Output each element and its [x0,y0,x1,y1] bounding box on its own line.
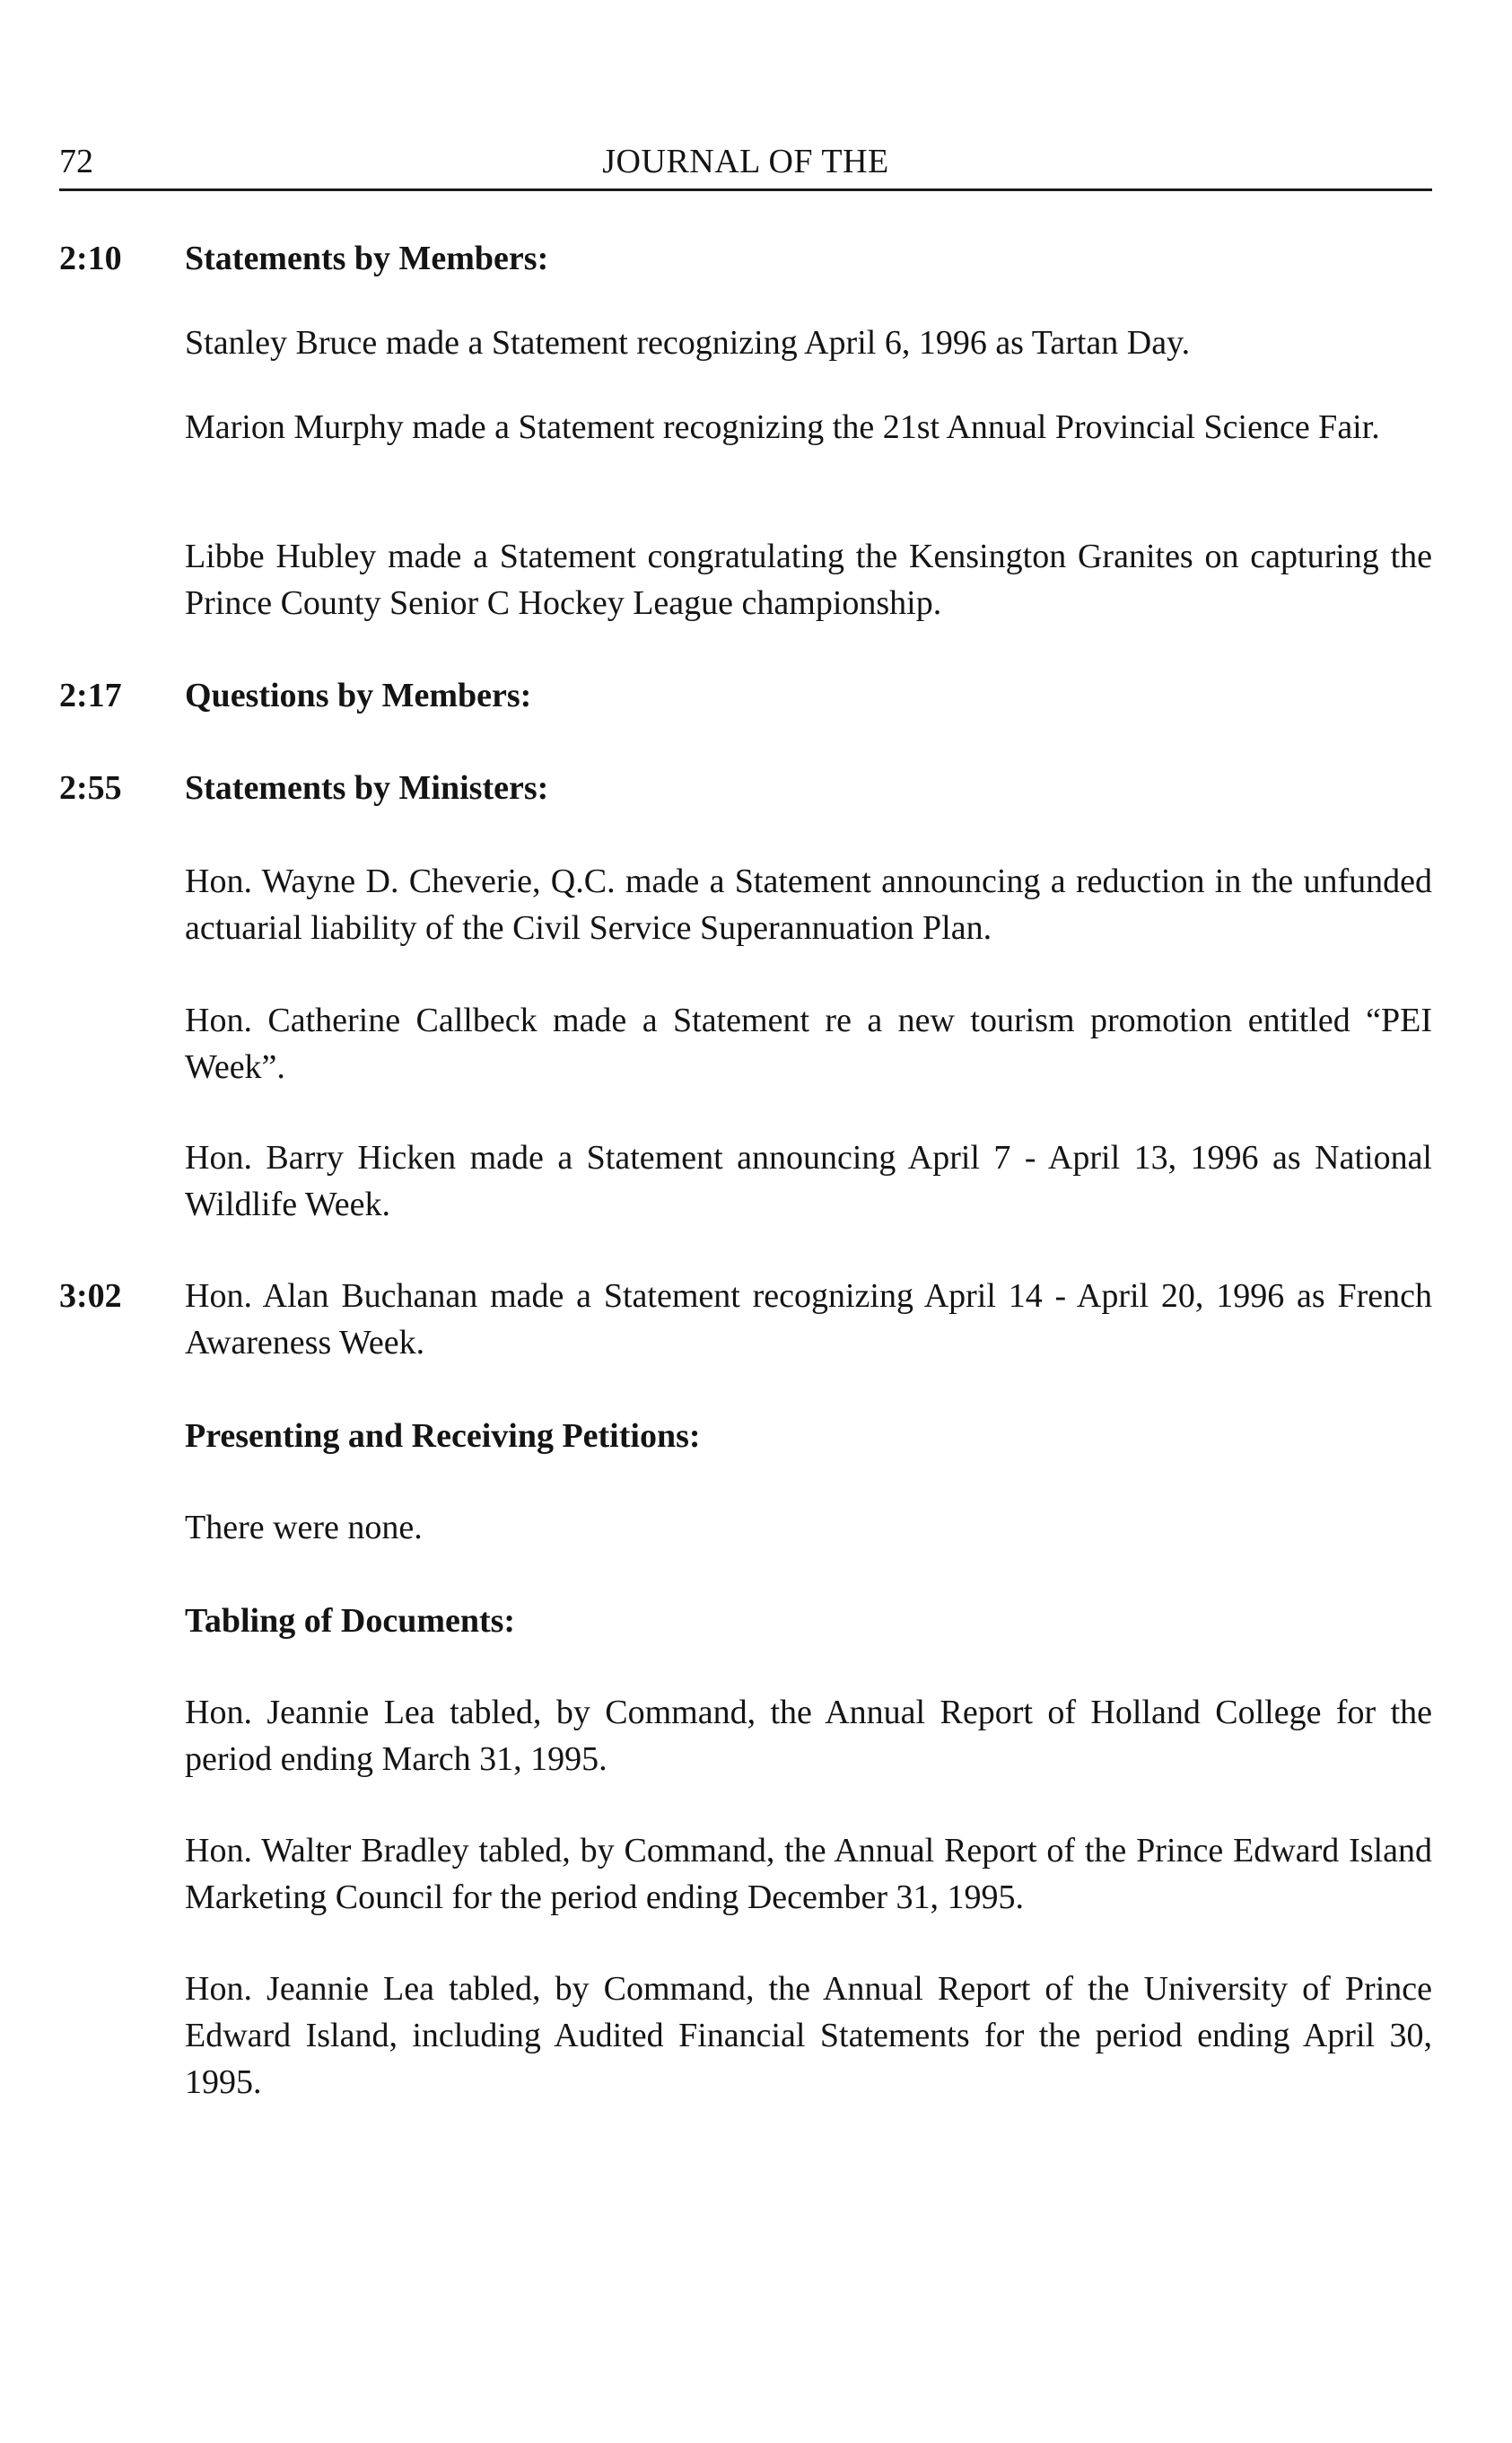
section-heading: Questions by Members: [185,677,532,714]
paragraph: There were none. [185,1509,423,1546]
running-head: JOURNAL OF THE [602,143,889,180]
time-stamp: 2:55 [59,769,122,807]
section-heading: Statements by Members: [185,240,549,277]
paragraph: Hon. Wayne D. Cheverie, Q.C. made a Statement announcing a reduction in the unfunded actuarial liability of the Civil Service Superannuation Plan. [185,862,1432,947]
time-stamp: 3:02 [59,1277,122,1315]
time-stamp: 2:17 [59,677,122,714]
section-heading: Presenting and Receiving Petitions: [185,1417,701,1455]
paragraph: Hon. Walter Bradley tabled, by Command, the Annual Report of the Prince Edward Island Marketing Council for the period ending December 31, 1995. [185,1832,1432,1916]
page-number: 72 [59,143,93,180]
paragraph: Libbe Hubley made a Statement congratulating the Kensington Granites on capturing the Prince County Senior C Hockey League championship. [185,538,1432,622]
paragraph: Hon. Barry Hicken made a Statement announcing April 7 - April 13, 1996 as National Wildlife Week. [185,1139,1432,1223]
page-header [59,135,1432,191]
paragraph: Marion Murphy made a Statement recognizing the 21st Annual Provincial Science Fair. [185,408,1380,446]
paragraph: Stanley Bruce made a Statement recognizing April 6, 1996 as Tartan Day. [185,324,1191,362]
section-heading: Statements by Ministers: [185,769,549,807]
paragraph: Hon. Alan Buchanan made a Statement recognizing April 14 - April 20, 1996 as French Awareness Week. [185,1277,1432,1362]
paragraph: Hon. Jeannie Lea tabled, by Command, the Annual Report of Holland College for the period ending March 31, 1995. [185,1694,1432,1778]
paragraph: Hon. Jeannie Lea tabled, by Command, the Annual Report of the University of Prince Edward Island, including Audited Financial Statements for the period ending April 30, 1995. [185,1970,1432,2101]
time-stamp: 2:10 [59,240,122,277]
section-heading: Tabling of Documents: [185,1602,516,1640]
paragraph: Hon. Catherine Callbeck made a Statement re a new tourism promotion entitled “PEI Week”. [185,1002,1432,1086]
